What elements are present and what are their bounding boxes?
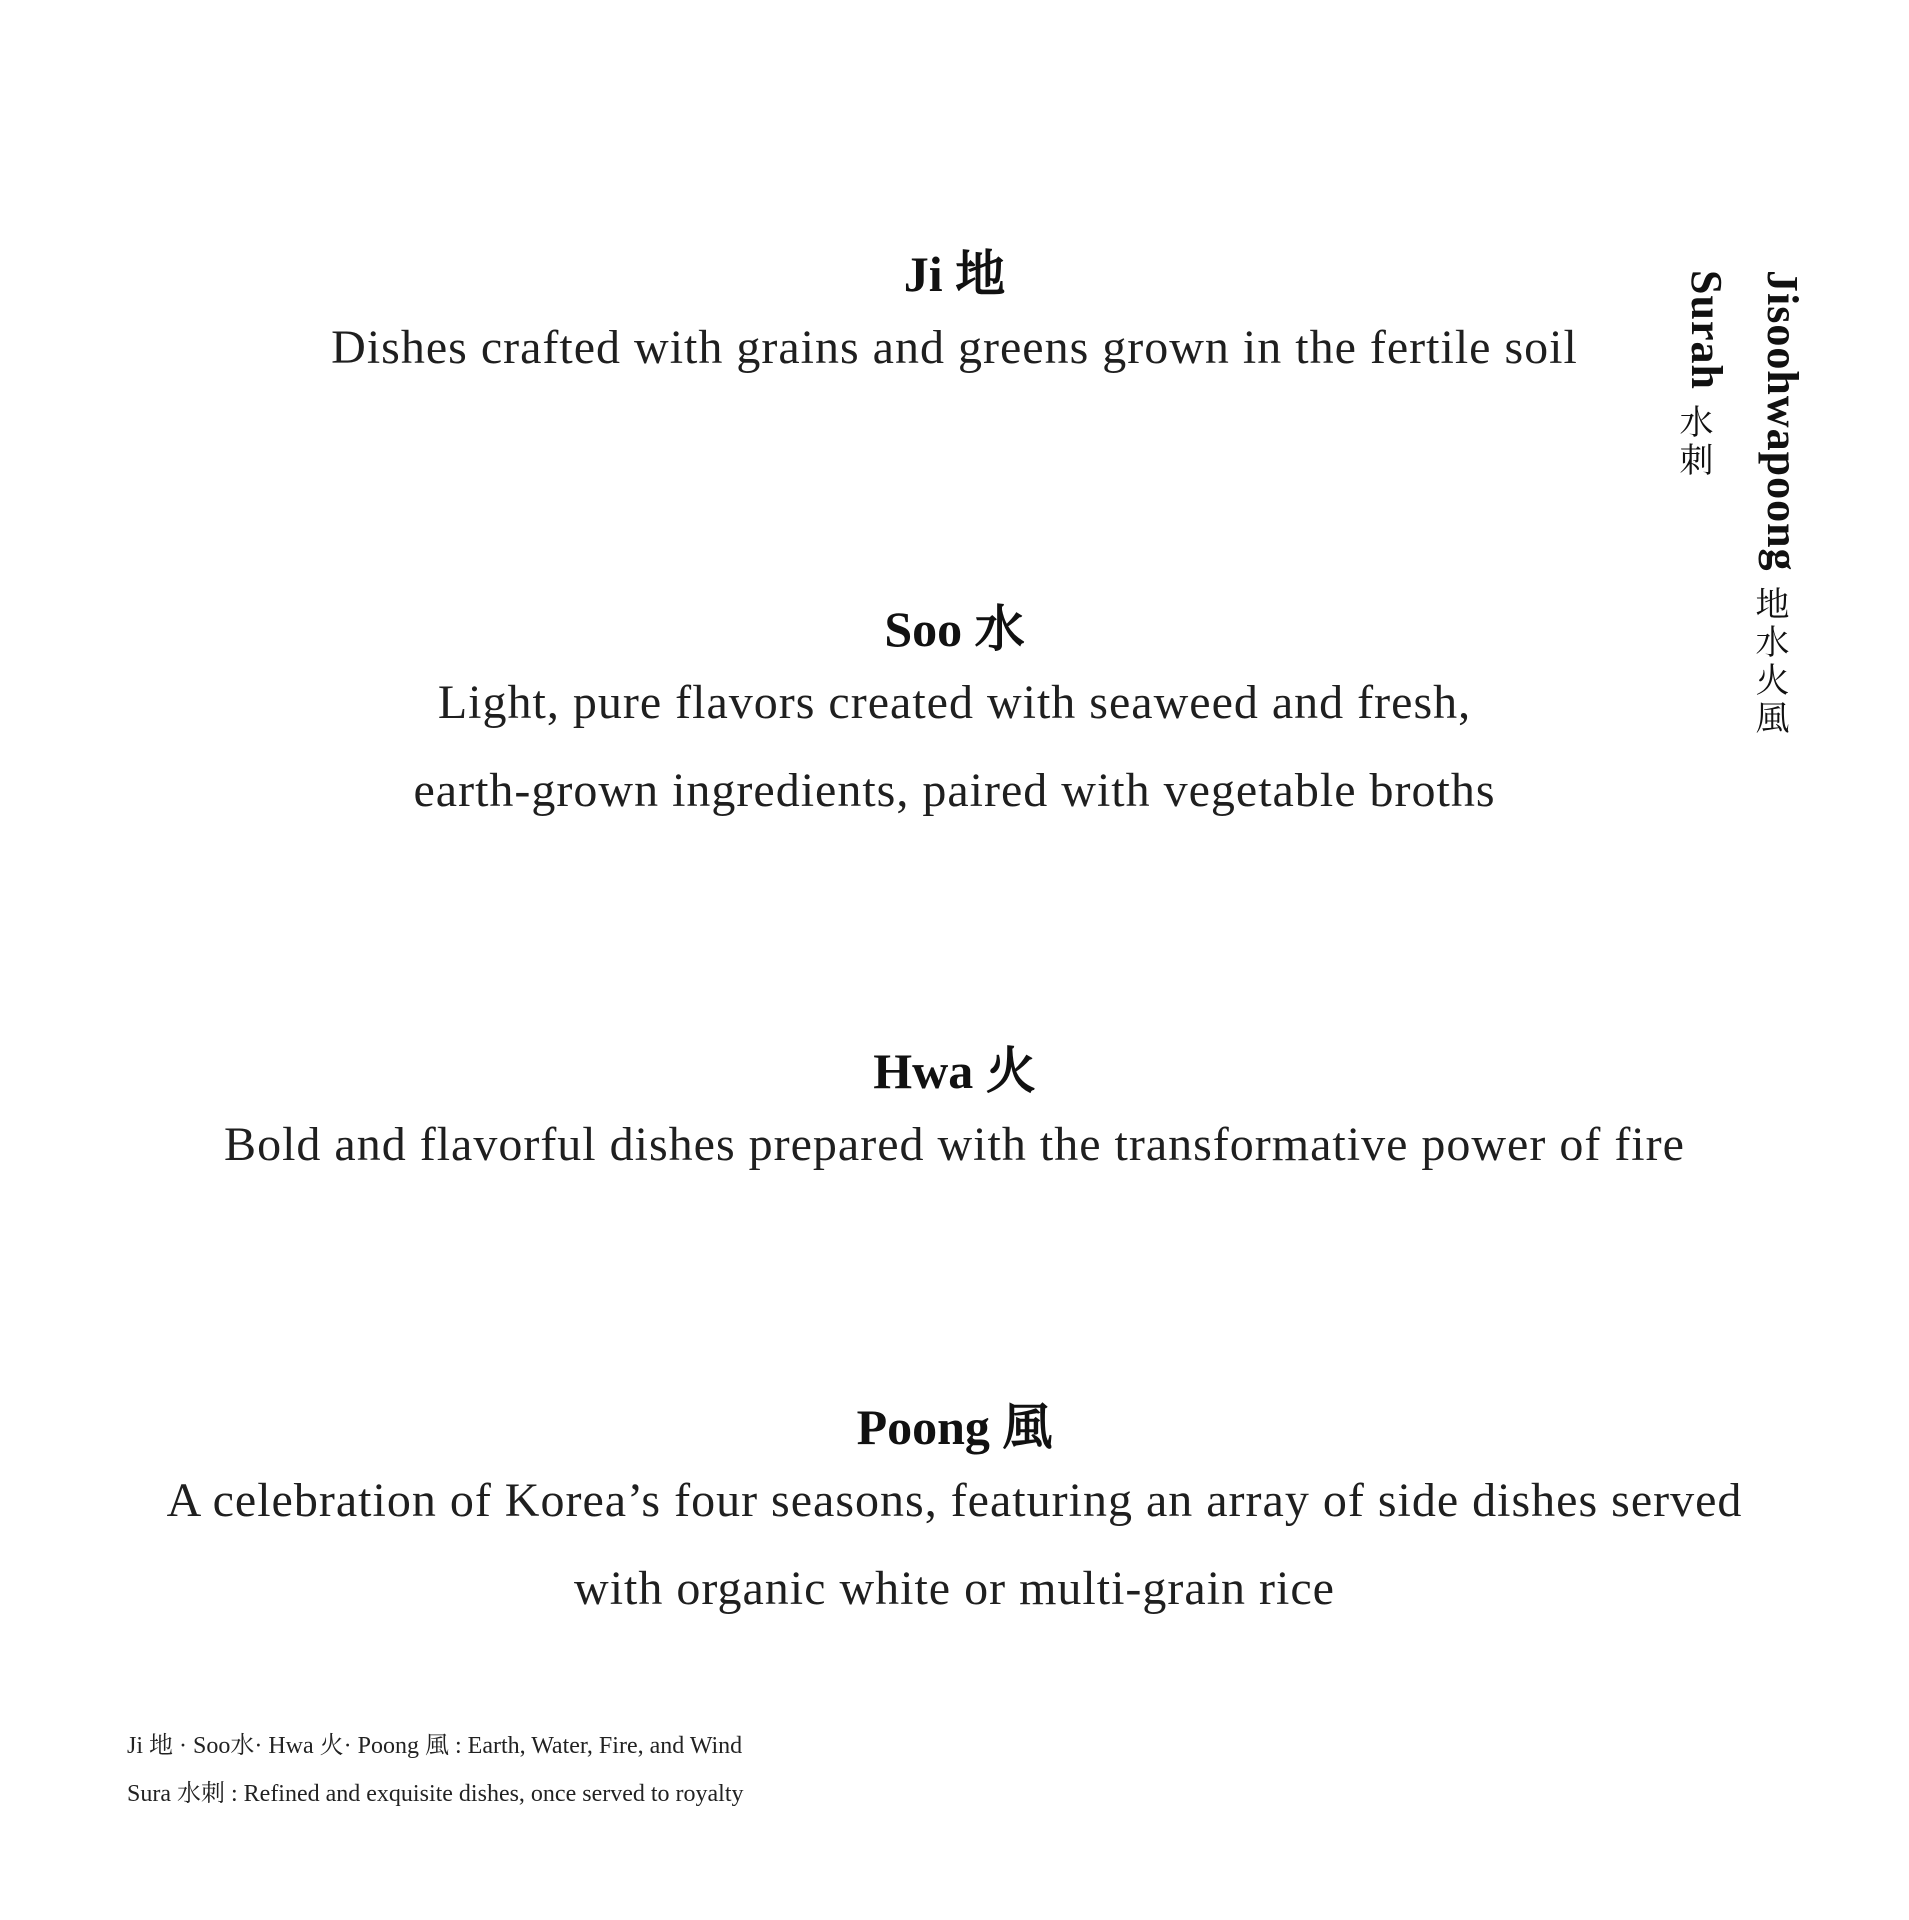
title-cjk: 地水火風 xyxy=(1750,585,1787,738)
subtitle-cjk: 水刺 xyxy=(1674,403,1711,480)
section-hwa xyxy=(0,1041,1909,1189)
subtitle-name: Surah xyxy=(1682,270,1731,390)
section-heading: Ji 地 xyxy=(903,246,1006,302)
section-description-line: with organic white or multi-grain rice xyxy=(574,1562,1335,1615)
footnote-sura: Sura 水刺 : Refined and exquisite dishes, once served to royalty xyxy=(127,1781,744,1807)
section-heading: Soo 水 xyxy=(884,601,1025,657)
footnotes xyxy=(127,1722,744,1818)
section-description-line: Light, pure flavors created with seaweed and fresh, xyxy=(437,676,1472,729)
section-soo xyxy=(0,599,1909,835)
section-heading: Poong 風 xyxy=(856,1399,1053,1455)
title-name: Jisoohwapoong xyxy=(1758,270,1807,572)
section-heading: Hwa 火 xyxy=(873,1043,1036,1099)
section-description-line: Bold and flavorful dishes prepared with the transformative power of fire xyxy=(224,1118,1685,1171)
footnote-elements: Ji 地 · Soo水· Hwa 火· Poong 風 : Earth, Water, Fire, and Wind xyxy=(127,1733,743,1759)
section-description-line: A celebration of Korea’s four seasons, featuring an array of side dishes served xyxy=(166,1474,1743,1527)
section-description-line: Dishes crafted with grains and greens grown in the fertile soil xyxy=(331,321,1578,374)
section-ji xyxy=(0,244,1909,392)
section-description-line: earth-grown ingredients, paired with vegetable broths xyxy=(413,764,1496,817)
section-poong xyxy=(0,1397,1909,1633)
